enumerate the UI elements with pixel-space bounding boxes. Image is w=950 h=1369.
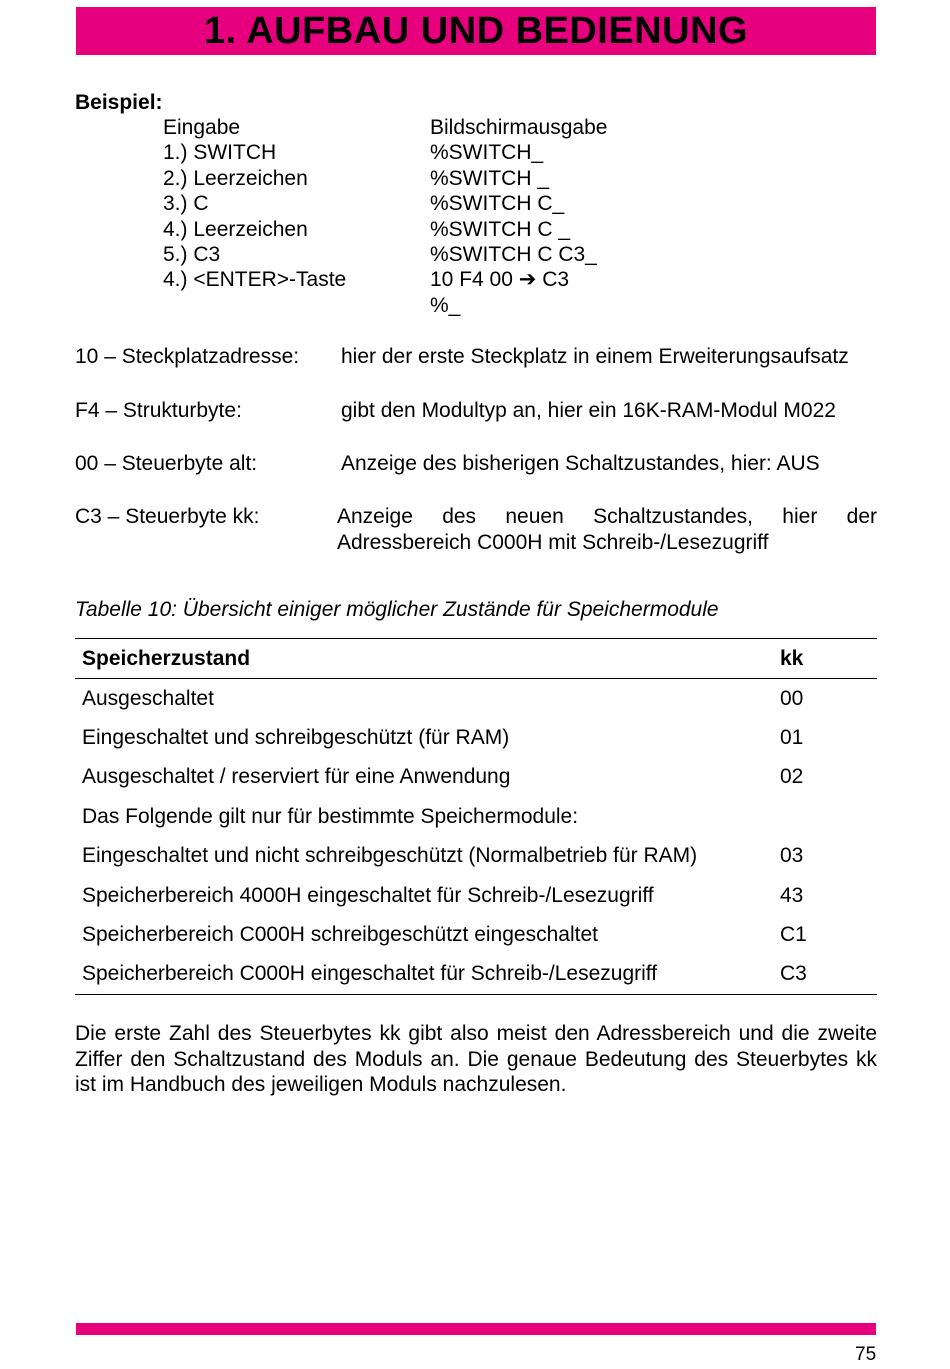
example-output: %SWITCH C_ [430,192,565,216]
table-row [75,758,877,797]
table-row [75,718,877,757]
table-caption: Tabelle 10: Übersicht einiger möglicher Zustände für Speichermodule [75,598,719,621]
table-header-cell: kk [780,646,804,670]
example-input: 1.) SWITCH [163,141,277,165]
example-output: %SWITCH C _ [430,217,571,241]
example-input-header: Eingabe [163,116,241,139]
example-label: Beispiel: [75,91,163,114]
example-output: %_ [430,293,461,317]
arrow-right-icon: ➔ [518,267,537,292]
table-row [75,915,877,954]
table-row [75,797,877,836]
definition-term: 00 – Steuerbyte alt: [75,452,258,475]
table-header-row [75,639,877,679]
table-cell: 43 [780,883,804,907]
example-input: 3.) C [163,192,209,216]
page-title: 1. AUFBAU UND BEDIENUNG [203,10,749,52]
table-cell: 00 [780,686,804,710]
table-header-cell: Speicherzustand [82,646,251,670]
body-paragraph: Die erste Zahl des Steuerbytes kk gibt also meist den Adressbereich und die zweite Ziffer den Schaltzustand des Moduls an. Die genaue Bedeutung des Steuerbytes kk ist im Handbuch des jeweiligen Moduls nachzulesen. [75,1022,877,1096]
table-cell: Eingeschaltet und schreibgeschützt (für RAM) [82,726,510,750]
example-input: 4.) <ENTER>-Taste [163,268,347,292]
header-bar [76,7,876,55]
example-output: %SWITCH _ [430,166,550,190]
example-output: %SWITCH C C3_ [430,242,597,266]
definition-desc: Anzeige des bisherigen Schaltzustandes, hier: AUS [341,452,820,475]
table-cell: 01 [780,726,804,750]
example-output-suffix: C3 [542,268,570,292]
table-row [75,955,877,994]
example-output-header: Bildschirmausgabe [430,116,608,139]
table-cell: Eingeschaltet und nicht schreibgeschützt (Normalbetrieb für RAM) [82,844,698,868]
definition-term: 10 – Steckplatzadresse: [75,345,300,368]
memory-state-table [75,638,877,995]
table-row [75,837,877,876]
example-output-prefix: 10 F4 00 [430,268,513,292]
table-row [75,876,877,915]
footer-bar [76,1323,876,1335]
definition-row [75,398,877,424]
definition-desc: gibt den Modultyp an, hier ein 16K-RAM-Modul M022 [341,399,836,422]
example-input: 2.) Leerzeichen [163,166,308,190]
table-cell: Speicherbereich C000H eingeschaltet für Schreib-/Lesezugriff [82,962,658,986]
example-input: 5.) C3 [163,242,221,266]
example-output: %SWITCH_ [430,141,544,165]
page-number: 75 [855,1344,877,1365]
table-cell: 02 [780,765,804,789]
table-cell: C1 [780,923,807,947]
table-cell: Ausgeschaltet [82,686,214,710]
table-cell: Speicherbereich C000H schreibgeschützt eingeschaltet [82,923,598,947]
table-cell: Das Folgende gilt nur für bestimmte Speichermodule: [82,804,579,828]
definition-desc: hier der erste Steckplatz in einem Erweiterungsaufsatz [341,345,849,368]
table-cell: Ausgeschaltet / reserviert für eine Anwendung [82,765,511,789]
example-output [430,267,607,292]
table-row [75,679,877,718]
definition-row [75,344,877,370]
definition-term: F4 – Strukturbyte: [75,399,242,422]
example-output-column [430,115,607,318]
definition-term: C3 – Steuerbyte kk: [75,505,260,528]
example-input [163,293,346,318]
definition-row [75,504,877,556]
example-input: 4.) Leerzeichen [163,217,308,241]
example-input-column [163,115,346,318]
definition-desc: Anzeige des neuen Schaltzustandes, hier der Adressbereich C000H mit Schreib-/Lesezugriff [337,505,877,554]
table-cell: 03 [780,844,804,868]
table-cell: Speicherbereich 4000H eingeschaltet für Schreib-/Lesezugriff [82,883,654,907]
definition-row [75,451,877,477]
table-cell: C3 [780,962,807,986]
